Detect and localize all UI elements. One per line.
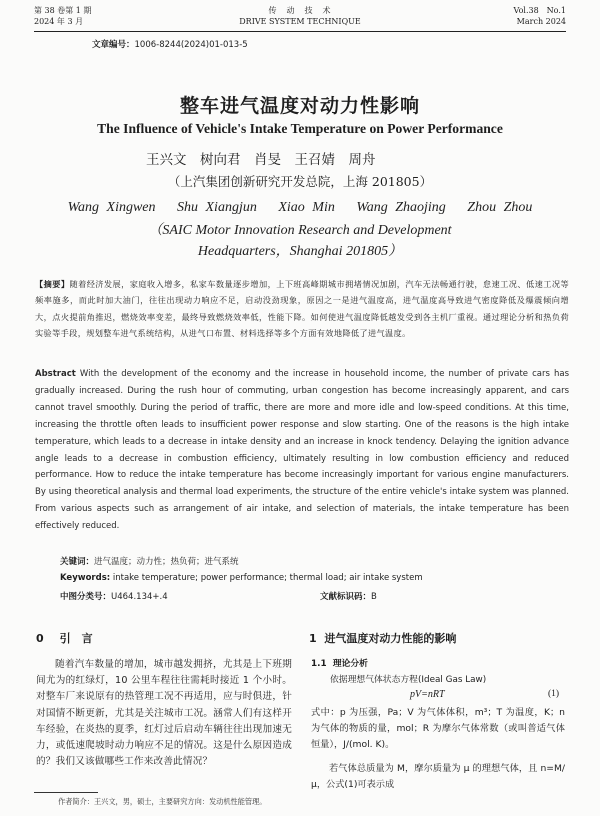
- document-code-value: B: [371, 592, 377, 602]
- authors-english: Wang Xingwen Shu Xiangjun Xiao Min Wang Zhaojing Zhou Zhou: [67, 200, 533, 215]
- document-code: [320, 590, 377, 602]
- journal-volume: 第 38 卷第 1 期: [34, 6, 92, 15]
- abstract-chinese-label: 【摘要】: [35, 279, 70, 289]
- keywords-english: [60, 573, 423, 583]
- affiliation-chinese: （上汽集团创新研究开发总院，上海 201805）: [167, 174, 433, 189]
- molar-mass-paragraph: 若气体总质量为 M，摩尔质量为 μ 的理想气体，且 n=M/μ，公式(1)可表示成: [311, 762, 565, 790]
- header-left: [34, 5, 91, 27]
- article-number-label: 文章编号：: [92, 40, 135, 50]
- journal-name-en: DRIVE SYSTEM TECHNIQUE: [239, 17, 361, 26]
- header-right: [514, 5, 566, 27]
- abstract-chinese-text: 随着经济发展，家庭收入增多，私家车数量逐步增加，上下班高峰期城市拥堵情况加剧，汽车无法畅通行驶，怠速工况、低速工况等频率施多，而此时加大油门，往往出现动力响应不足，启动没劲现象，原因之一是进气温度高，进气温度高导致进气密度降低及爆震倾向增大，点火提前角推迟，燃烧效率变差，最终导致燃烧效率低，性能下降。如何使进气温度降低越发受到各主机厂重视。通过理论分析和热负荷实验等手段，规划整车进气系统结构，从进气口布置、材料选择等多个方面有效地降低了进气温度。: [35, 279, 569, 339]
- abstract-english-label: Abstract: [35, 369, 76, 379]
- affiliation-english-line2: Headquarters，Shanghai 201805）: [197, 244, 403, 259]
- title-chinese: 整车进气温度对动力性影响: [179, 95, 420, 117]
- equation-1: pV=nRT: [410, 689, 445, 700]
- abstract-english: [35, 366, 569, 535]
- keywords-chinese-label: 关键词：: [60, 557, 95, 567]
- keywords-english-label: Keywords:: [60, 573, 111, 583]
- journal-date-en: March 2024: [516, 17, 566, 26]
- footnote-rule: [34, 792, 98, 793]
- section-0-number: 0: [36, 632, 44, 645]
- section-0-title: 引 言: [59, 632, 93, 645]
- equation-1-number: (1): [548, 689, 560, 699]
- clc-label: 中图分类号：: [60, 592, 112, 602]
- subsection-1-1-heading: [311, 656, 368, 669]
- ideal-gas-law-line: 依据理想气体状态方程(Ideal Gas Law): [330, 675, 487, 685]
- authors-chinese: 王兴文 树向君 肖旻 王召婧 周舟: [146, 152, 376, 168]
- abstract-chinese: [35, 276, 569, 342]
- keywords-chinese: [60, 555, 239, 567]
- clc-value: U464.134+.4: [111, 592, 168, 602]
- journal-date: 2024 年 3 月: [34, 17, 84, 26]
- section-1-number: 1: [309, 632, 317, 645]
- equation-variables-paragraph: 式中：p 为压强，Pa；V 为气体体积，m³；T 为温度，K；n 为气体的物质的量，mol；R 为摩尔气体常数（或叫普适气体恒量），J/(mol. K)。: [311, 707, 565, 751]
- document-code-label: 文献标识码：: [320, 592, 372, 602]
- journal-volume-en: Vol.38 No.1: [513, 6, 566, 15]
- section-1-title: 进气温度对动力性能的影响: [324, 632, 457, 645]
- author-footnote: 作者简介：王兴文，男，硕士，主要研究方向：发动机性能管理。: [58, 797, 267, 806]
- section-1-heading: [309, 630, 456, 646]
- keywords-chinese-text: 进气温度；动力性；热负荷；进气系统: [94, 557, 239, 567]
- subsection-1-1-number: 1.1: [311, 659, 327, 669]
- section-0-body: 随着汽车数量的增加，城市越发拥挤，尤其是上下班期间尤为的红绿灯，10 公里车程往往需耗时接近 1 个小时。对整车厂来说原有的热管理工况不再适用，应与时俱进，针对国情不断更新，尤其是关注城市工况。涵常人们有这样开车经验，在炎热的夏季，红灯过后启动车辆往往出现加速无力，或低速爬坡时动力响应不足的情况。这是什么原因造成的？我们又该做哪些工作来改善此情况？: [36, 659, 292, 768]
- article-number-value: 1006-8244(2024)01-013-5: [134, 40, 248, 50]
- affiliation-english-line1: （SAIC Motor Innovation Research and Development: [148, 223, 452, 238]
- journal-name-cn: 传 动 技 术: [268, 6, 332, 15]
- section-1-body: [311, 705, 565, 793]
- header-center: [230, 5, 370, 27]
- clc-number: [60, 590, 168, 602]
- title-english: The Influence of Vehicle's Intake Temperature on Power Performance: [97, 121, 503, 136]
- abstract-english-text: With the development of the economy and the increase in household income, the number of private cars has gradually increased. During the rush hour of commuting, urban congestion has become increasingly apparent, and cars cannot travel smoothly. During the period of traffic, there are more and more idle and low-speed conditions. At this time, increasing the throttle often leads to insufficient power response and slow starting. One of the reasons is the high intake temperature, which leads to a decrease in intake density and an increase in knock tendency. Delaying the ignition advance angle leads to a decrease in combustion efficiency, ultimately resulting in low combustion efficiency and reduced performance. How to reduce the intake temperature has become increasingly important for various engine manufacturers. By using theoretical analysis and thermal load experiments, the structure of the entire vehicle's intake system was planned. From various aspects such as arrangement of air intake, and selection of materials, the intake temperature has been effectively reduced.: [35, 369, 569, 532]
- subsection-1-1-title: 理论分析: [332, 659, 368, 669]
- section-0-heading: [36, 630, 93, 646]
- header-rule: [34, 31, 566, 32]
- keywords-english-text: intake temperature; power performance; thermal load; air intake system: [112, 573, 423, 583]
- article-number: [92, 38, 248, 50]
